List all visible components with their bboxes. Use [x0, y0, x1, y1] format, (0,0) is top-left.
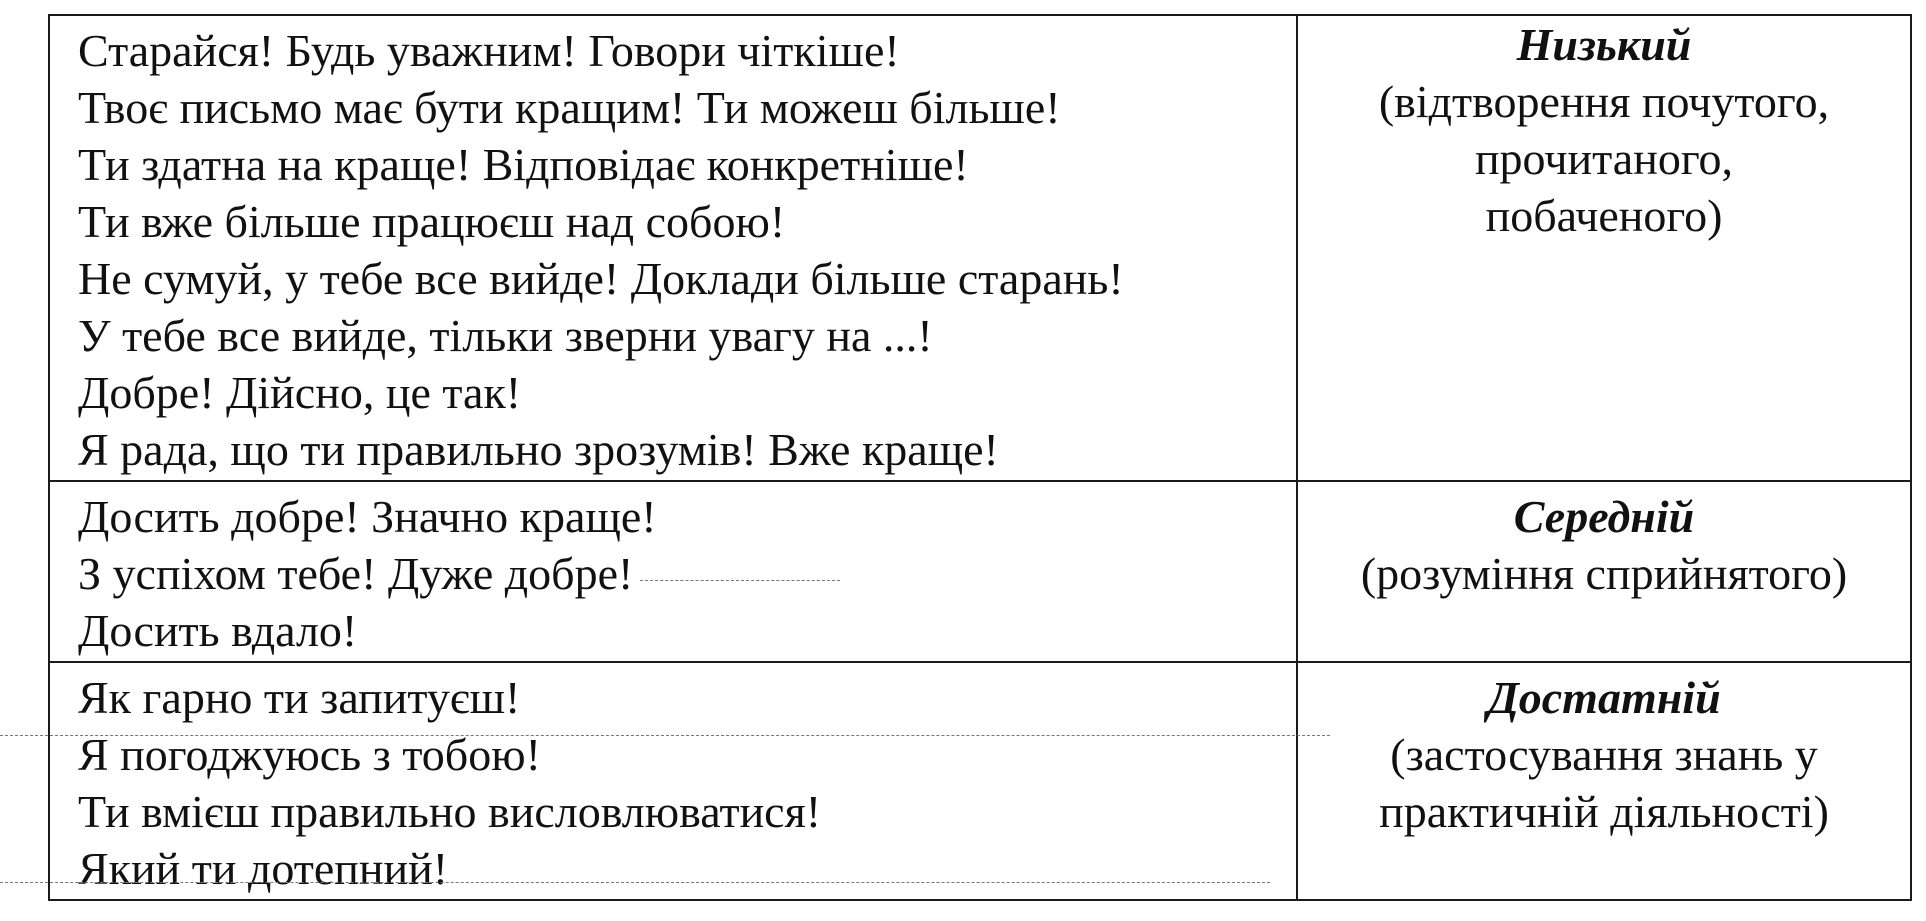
level-description: (застосування знань у практичній діяльності) [1379, 729, 1829, 837]
phrase-line: У тебе все вийде, тільки зверни увагу на ...! [78, 310, 933, 361]
phrase-line: Не сумуй, у тебе все вийде! Доклади більше старань! [78, 253, 1124, 304]
phrases-cell [49, 481, 1297, 662]
level-name: Достатній [1487, 672, 1721, 723]
level-cell [1297, 662, 1911, 900]
level-name: Середній [1513, 491, 1695, 542]
level-description: (відтворення почутого, прочитаного, побаченого) [1378, 76, 1830, 241]
phrase-line: Твоє письмо має бути кращим! Ти можеш більше! [78, 82, 1061, 133]
scan-artifact-line [0, 735, 1330, 736]
evaluation-phrases-table [48, 14, 1912, 901]
phrase-line: З успіхом тебе! Дуже добре! [78, 548, 634, 599]
level-description: (розуміння сприйнятого) [1360, 548, 1848, 599]
level-cell [1297, 481, 1911, 662]
phrase-line: Добре! Дійсно, це так! [78, 367, 522, 418]
phrases-list [50, 663, 1296, 899]
phrase-line: Як гарно ти запитуєш! [78, 672, 521, 723]
phrases-cell [49, 15, 1297, 481]
table-row-sufficient-level [49, 662, 1911, 900]
phrase-line: Досить добре! Значно краще! [78, 491, 657, 542]
level-cell [1297, 15, 1911, 481]
level-name: Низький [1516, 19, 1692, 70]
phrases-list [50, 16, 1296, 480]
phrase-line: Я рада, що ти правильно зрозумів! Вже краще! [78, 424, 999, 475]
scan-artifact-line [640, 580, 840, 581]
phrase-line: Я погоджуюсь з тобою! [78, 729, 541, 780]
phrase-line: Ти здатна на краще! Відповідає конкретніше! [78, 139, 969, 190]
phrase-line: Досить вдало! [78, 605, 358, 656]
phrase-line: Ти вже більше працюєш над собою! [78, 196, 786, 247]
phrase-line: Ти вмієш правильно висловлюватися! [78, 786, 822, 837]
table-row-medium-level [49, 481, 1911, 662]
phrase-line: Який ти дотепний! [78, 843, 449, 894]
phrase-line: Старайся! Будь уважним! Говори чіткіше! [78, 25, 900, 76]
phrases-cell [49, 662, 1297, 900]
phrases-list [50, 482, 1296, 661]
table-row-low-level [49, 15, 1911, 481]
scan-artifact-line [0, 882, 1270, 883]
